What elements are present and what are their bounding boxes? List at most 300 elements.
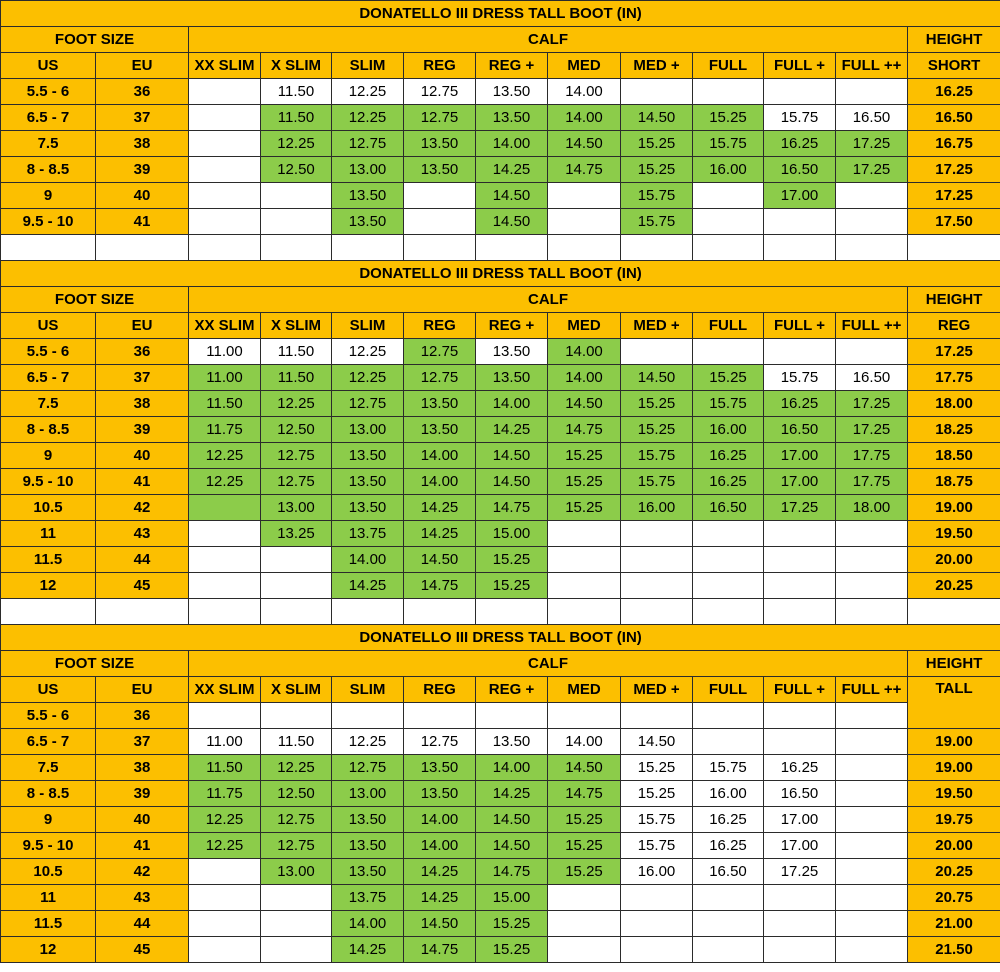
calf-column-header: MED + — [621, 677, 693, 703]
calf-column-header: MED — [548, 677, 621, 703]
spacer-cell — [189, 235, 261, 261]
calf-value-cell: 15.25 — [621, 755, 693, 781]
eu-size-cell: 38 — [96, 391, 189, 417]
calf-value-cell: 11.50 — [261, 339, 332, 365]
calf-value-cell: 15.75 — [621, 209, 693, 235]
calf-value-cell: 16.25 — [693, 469, 764, 495]
calf-value-cell — [548, 911, 621, 937]
us-size-cell: 7.5 — [1, 391, 96, 417]
height-value-cell: 18.75 — [908, 469, 1000, 495]
table-row — [1, 911, 1000, 937]
calf-value-cell: 15.75 — [693, 391, 764, 417]
calf-value-cell: 16.25 — [764, 131, 836, 157]
calf-column-header: XX SLIM — [189, 677, 261, 703]
calf-column-header: REG + — [476, 313, 548, 339]
height-value-cell: 17.50 — [908, 209, 1000, 235]
table-row — [1, 495, 1000, 521]
calf-value-cell — [693, 547, 764, 573]
foot-size-header: FOOT SIZE — [1, 287, 189, 313]
table-row — [1, 755, 1000, 781]
calf-value-cell: 14.00 — [548, 729, 621, 755]
calf-value-cell: 17.25 — [836, 391, 908, 417]
calf-value-cell: 14.25 — [404, 859, 476, 885]
spacer-cell — [189, 599, 261, 625]
eu-size-cell: 45 — [96, 937, 189, 963]
calf-value-cell: 13.00 — [261, 859, 332, 885]
spacer-cell — [908, 235, 1000, 261]
calf-value-cell: 13.00 — [261, 495, 332, 521]
calf-column-header: MED + — [621, 53, 693, 79]
calf-value-cell: 15.25 — [621, 781, 693, 807]
calf-value-cell: 12.75 — [261, 469, 332, 495]
us-size-cell: 6.5 - 7 — [1, 365, 96, 391]
calf-value-cell: 13.50 — [476, 105, 548, 131]
calf-value-cell — [189, 573, 261, 599]
calf-value-cell: 12.50 — [261, 157, 332, 183]
calf-value-cell: 16.25 — [693, 443, 764, 469]
calf-value-cell: 12.75 — [332, 755, 404, 781]
calf-value-cell: 15.25 — [621, 157, 693, 183]
calf-value-cell — [621, 79, 693, 105]
calf-value-cell: 14.50 — [476, 443, 548, 469]
table-row — [1, 391, 1000, 417]
calf-value-cell: 14.25 — [404, 495, 476, 521]
eu-size-cell: 39 — [96, 417, 189, 443]
table-row — [1, 443, 1000, 469]
calf-column-header: MED — [548, 53, 621, 79]
calf-value-cell — [404, 183, 476, 209]
height-value-cell: 19.75 — [908, 807, 1000, 833]
calf-value-cell: 15.75 — [764, 365, 836, 391]
calf-value-cell: 13.50 — [332, 833, 404, 859]
us-size-cell: 7.5 — [1, 131, 96, 157]
calf-value-cell: 14.75 — [404, 573, 476, 599]
calf-value-cell — [621, 547, 693, 573]
calf-value-cell — [836, 521, 908, 547]
height-header: HEIGHT — [908, 651, 1000, 677]
us-size-cell: 9 — [1, 443, 96, 469]
us-size-cell: 10.5 — [1, 495, 96, 521]
calf-value-cell: 16.00 — [621, 859, 693, 885]
calf-value-cell: 16.00 — [693, 781, 764, 807]
group-header-row — [1, 651, 1000, 677]
calf-value-cell — [836, 79, 908, 105]
calf-value-cell: 15.25 — [476, 547, 548, 573]
calf-value-cell: 12.75 — [404, 365, 476, 391]
calf-value-cell — [836, 937, 908, 963]
us-size-cell: 9.5 - 10 — [1, 209, 96, 235]
calf-value-cell: 15.25 — [548, 469, 621, 495]
calf-value-cell — [693, 885, 764, 911]
calf-value-cell: 11.00 — [189, 729, 261, 755]
calf-value-cell: 16.00 — [693, 157, 764, 183]
calf-value-cell: 15.00 — [476, 521, 548, 547]
size-chart-body — [1, 1, 1000, 963]
height-header: HEIGHT — [908, 287, 1000, 313]
spacer-cell — [96, 235, 189, 261]
table-title-row — [1, 261, 1000, 287]
calf-value-cell: 15.25 — [476, 911, 548, 937]
calf-value-cell — [621, 521, 693, 547]
calf-value-cell: 16.25 — [693, 833, 764, 859]
us-header: US — [1, 313, 96, 339]
calf-value-cell: 12.75 — [332, 391, 404, 417]
spacer-cell — [332, 599, 404, 625]
spacer-cell — [476, 235, 548, 261]
us-size-cell: 11 — [1, 885, 96, 911]
table-row — [1, 469, 1000, 495]
column-header-row — [1, 677, 1000, 703]
calf-value-cell — [404, 703, 476, 729]
calf-value-cell — [693, 937, 764, 963]
spacer-cell — [404, 235, 476, 261]
calf-value-cell: 17.00 — [764, 443, 836, 469]
calf-value-cell: 17.00 — [764, 469, 836, 495]
calf-value-cell — [332, 703, 404, 729]
calf-value-cell — [189, 131, 261, 157]
height-value-cell: 17.25 — [908, 157, 1000, 183]
calf-value-cell: 11.50 — [261, 105, 332, 131]
calf-value-cell — [404, 209, 476, 235]
calf-column-header: XX SLIM — [189, 53, 261, 79]
table-row — [1, 547, 1000, 573]
calf-column-header: REG + — [476, 53, 548, 79]
calf-value-cell: 14.00 — [404, 469, 476, 495]
calf-column-header: FULL ++ — [836, 53, 908, 79]
calf-column-header: REG — [404, 53, 476, 79]
calf-value-cell: 14.50 — [548, 755, 621, 781]
calf-value-cell: 12.75 — [404, 339, 476, 365]
calf-value-cell — [764, 547, 836, 573]
calf-value-cell: 14.00 — [404, 833, 476, 859]
eu-size-cell: 37 — [96, 729, 189, 755]
calf-value-cell: 15.25 — [693, 105, 764, 131]
eu-size-cell: 41 — [96, 209, 189, 235]
table-row — [1, 703, 1000, 729]
calf-value-cell: 13.50 — [332, 469, 404, 495]
calf-value-cell: 12.25 — [189, 443, 261, 469]
calf-value-cell — [693, 521, 764, 547]
calf-value-cell: 17.25 — [836, 417, 908, 443]
spacer-cell — [548, 235, 621, 261]
calf-value-cell — [548, 521, 621, 547]
calf-value-cell: 12.25 — [332, 729, 404, 755]
calf-value-cell: 14.00 — [332, 547, 404, 573]
calf-value-cell: 13.50 — [404, 131, 476, 157]
calf-value-cell: 15.25 — [548, 807, 621, 833]
table-row — [1, 833, 1000, 859]
eu-size-cell: 42 — [96, 859, 189, 885]
calf-value-cell: 14.75 — [548, 157, 621, 183]
calf-column-header: SLIM — [332, 313, 404, 339]
height-value-cell: 18.00 — [908, 391, 1000, 417]
calf-value-cell — [261, 547, 332, 573]
calf-value-cell: 14.00 — [476, 391, 548, 417]
calf-value-cell: 13.50 — [476, 79, 548, 105]
calf-value-cell: 12.25 — [332, 365, 404, 391]
table-title: DONATELLO III DRESS TALL BOOT (IN) — [1, 625, 1000, 651]
calf-value-cell: 14.50 — [404, 547, 476, 573]
calf-value-cell: 17.75 — [836, 443, 908, 469]
calf-value-cell — [836, 859, 908, 885]
calf-value-cell: 13.50 — [404, 417, 476, 443]
calf-value-cell — [189, 521, 261, 547]
height-value-cell: 19.50 — [908, 781, 1000, 807]
calf-value-cell: 13.50 — [476, 729, 548, 755]
calf-value-cell: 11.75 — [189, 417, 261, 443]
calf-value-cell — [764, 79, 836, 105]
us-size-cell: 11.5 — [1, 547, 96, 573]
calf-value-cell: 14.00 — [548, 365, 621, 391]
spacer-cell — [1, 599, 96, 625]
us-size-cell: 11 — [1, 521, 96, 547]
calf-value-cell: 12.25 — [261, 131, 332, 157]
height-value-cell: 16.25 — [908, 79, 1000, 105]
calf-value-cell: 16.00 — [621, 495, 693, 521]
table-title-row — [1, 1, 1000, 27]
us-size-cell: 5.5 - 6 — [1, 339, 96, 365]
calf-value-cell: 12.50 — [261, 417, 332, 443]
calf-value-cell — [476, 703, 548, 729]
calf-value-cell: 18.00 — [836, 495, 908, 521]
calf-value-cell — [764, 339, 836, 365]
calf-value-cell — [693, 209, 764, 235]
calf-value-cell: 14.25 — [476, 781, 548, 807]
calf-value-cell: 16.50 — [836, 365, 908, 391]
calf-value-cell: 15.25 — [476, 937, 548, 963]
calf-column-header: REG — [404, 677, 476, 703]
height-value-cell: 21.50 — [908, 937, 1000, 963]
calf-column-header: MED — [548, 313, 621, 339]
calf-value-cell: 11.50 — [189, 755, 261, 781]
calf-header: CALF — [189, 27, 908, 53]
us-size-cell: 12 — [1, 937, 96, 963]
calf-value-cell — [764, 885, 836, 911]
height-value-cell: 20.00 — [908, 547, 1000, 573]
calf-value-cell — [693, 183, 764, 209]
calf-value-cell — [693, 911, 764, 937]
spacer-cell — [908, 599, 1000, 625]
calf-header: CALF — [189, 651, 908, 677]
calf-column-header: FULL ++ — [836, 313, 908, 339]
table-row — [1, 183, 1000, 209]
spacer-cell — [693, 235, 764, 261]
calf-value-cell — [548, 209, 621, 235]
calf-column-header: XX SLIM — [189, 313, 261, 339]
eu-size-cell: 45 — [96, 573, 189, 599]
calf-value-cell: 14.50 — [476, 209, 548, 235]
calf-value-cell: 13.00 — [332, 157, 404, 183]
calf-value-cell — [261, 911, 332, 937]
calf-value-cell: 13.50 — [332, 209, 404, 235]
calf-value-cell: 12.25 — [332, 79, 404, 105]
spacer-cell — [476, 599, 548, 625]
calf-column-header: X SLIM — [261, 53, 332, 79]
calf-value-cell — [764, 521, 836, 547]
calf-column-header: SLIM — [332, 677, 404, 703]
calf-value-cell: 15.75 — [621, 183, 693, 209]
calf-value-cell — [621, 339, 693, 365]
table-spacer-row — [1, 599, 1000, 625]
calf-value-cell: 11.50 — [261, 729, 332, 755]
spacer-cell — [693, 599, 764, 625]
table-row — [1, 157, 1000, 183]
calf-value-cell: 14.25 — [476, 417, 548, 443]
calf-value-cell — [261, 209, 332, 235]
calf-value-cell: 12.75 — [261, 443, 332, 469]
table-row — [1, 573, 1000, 599]
eu-header: EU — [96, 677, 189, 703]
calf-value-cell — [261, 183, 332, 209]
calf-value-cell: 14.75 — [404, 937, 476, 963]
us-size-cell: 9.5 - 10 — [1, 833, 96, 859]
calf-value-cell: 16.25 — [693, 807, 764, 833]
table-row — [1, 729, 1000, 755]
table-title: DONATELLO III DRESS TALL BOOT (IN) — [1, 1, 1000, 27]
calf-value-cell: 13.50 — [404, 391, 476, 417]
height-value-cell: 19.00 — [908, 755, 1000, 781]
calf-value-cell — [764, 573, 836, 599]
us-size-cell: 6.5 - 7 — [1, 729, 96, 755]
calf-value-cell: 14.00 — [476, 755, 548, 781]
calf-value-cell: 14.50 — [404, 911, 476, 937]
calf-value-cell: 17.25 — [764, 495, 836, 521]
height-value-cell: 20.25 — [908, 859, 1000, 885]
column-header-row — [1, 53, 1000, 79]
calf-value-cell — [764, 729, 836, 755]
calf-value-cell: 15.25 — [693, 365, 764, 391]
calf-value-cell: 14.50 — [476, 807, 548, 833]
calf-value-cell: 12.75 — [404, 729, 476, 755]
calf-value-cell — [693, 729, 764, 755]
table-row — [1, 859, 1000, 885]
height-value-cell: 19.00 — [908, 495, 1000, 521]
calf-value-cell — [261, 937, 332, 963]
eu-size-cell: 42 — [96, 495, 189, 521]
calf-value-cell — [764, 703, 836, 729]
calf-value-cell — [189, 547, 261, 573]
table-spacer-row — [1, 235, 1000, 261]
calf-value-cell: 15.75 — [693, 755, 764, 781]
calf-value-cell: 14.75 — [548, 417, 621, 443]
table-row — [1, 807, 1000, 833]
us-header: US — [1, 677, 96, 703]
height-value-cell: 17.25 — [908, 183, 1000, 209]
calf-value-cell: 13.50 — [404, 755, 476, 781]
us-size-cell: 8 - 8.5 — [1, 781, 96, 807]
foot-size-header: FOOT SIZE — [1, 651, 189, 677]
calf-value-cell: 14.00 — [332, 911, 404, 937]
spacer-cell — [261, 235, 332, 261]
calf-value-cell — [836, 547, 908, 573]
calf-value-cell: 12.75 — [404, 79, 476, 105]
calf-value-cell: 14.00 — [404, 443, 476, 469]
calf-column-header: MED + — [621, 313, 693, 339]
calf-value-cell: 13.75 — [332, 885, 404, 911]
height-value-cell: 21.00 — [908, 911, 1000, 937]
height-value-cell: 17.25 — [908, 339, 1000, 365]
calf-value-cell — [548, 183, 621, 209]
height-value-cell: 16.75 — [908, 131, 1000, 157]
calf-value-cell — [836, 729, 908, 755]
calf-value-cell — [836, 703, 908, 729]
calf-value-cell: 12.75 — [261, 833, 332, 859]
calf-value-cell — [836, 755, 908, 781]
calf-value-cell — [836, 833, 908, 859]
calf-value-cell: 15.00 — [476, 885, 548, 911]
calf-value-cell — [693, 703, 764, 729]
calf-value-cell: 16.25 — [764, 391, 836, 417]
calf-value-cell: 14.00 — [476, 131, 548, 157]
calf-value-cell: 14.50 — [476, 833, 548, 859]
height-value-cell: 18.25 — [908, 417, 1000, 443]
calf-column-header: FULL + — [764, 313, 836, 339]
calf-value-cell: 16.00 — [693, 417, 764, 443]
calf-value-cell: 16.50 — [693, 495, 764, 521]
us-size-cell: 5.5 - 6 — [1, 703, 96, 729]
eu-size-cell: 38 — [96, 131, 189, 157]
table-row — [1, 105, 1000, 131]
calf-value-cell: 12.25 — [189, 833, 261, 859]
eu-size-cell: 39 — [96, 781, 189, 807]
height-value-cell: 20.25 — [908, 573, 1000, 599]
calf-value-cell: 15.25 — [548, 495, 621, 521]
calf-value-cell: 14.50 — [621, 105, 693, 131]
calf-value-cell: 15.75 — [764, 105, 836, 131]
calf-value-cell — [836, 183, 908, 209]
calf-value-cell — [189, 937, 261, 963]
column-header-row — [1, 313, 1000, 339]
calf-value-cell: 16.50 — [764, 781, 836, 807]
calf-value-cell — [189, 105, 261, 131]
calf-value-cell: 13.50 — [404, 781, 476, 807]
calf-value-cell: 14.75 — [476, 859, 548, 885]
calf-value-cell: 14.50 — [548, 131, 621, 157]
calf-value-cell — [693, 339, 764, 365]
calf-value-cell — [189, 209, 261, 235]
height-value-cell: 20.00 — [908, 833, 1000, 859]
calf-value-cell: 15.25 — [621, 131, 693, 157]
us-size-cell: 9.5 - 10 — [1, 469, 96, 495]
calf-value-cell — [189, 157, 261, 183]
calf-column-header: FULL — [693, 677, 764, 703]
eu-size-cell: 37 — [96, 105, 189, 131]
calf-column-header: SLIM — [332, 53, 404, 79]
height-value-cell: 16.50 — [908, 105, 1000, 131]
calf-value-cell: 15.25 — [548, 859, 621, 885]
table-row — [1, 79, 1000, 105]
calf-value-cell: 13.50 — [332, 183, 404, 209]
us-size-cell: 9 — [1, 183, 96, 209]
calf-value-cell — [261, 573, 332, 599]
calf-value-cell — [189, 79, 261, 105]
group-header-row — [1, 27, 1000, 53]
table-row — [1, 131, 1000, 157]
table-row — [1, 521, 1000, 547]
calf-value-cell: 13.50 — [332, 495, 404, 521]
calf-value-cell: 15.75 — [621, 469, 693, 495]
height-value-cell: 19.00 — [908, 729, 1000, 755]
calf-value-cell — [261, 703, 332, 729]
calf-value-cell: 13.50 — [476, 339, 548, 365]
us-size-cell: 7.5 — [1, 755, 96, 781]
calf-value-cell: 13.75 — [332, 521, 404, 547]
spacer-cell — [836, 235, 908, 261]
us-size-cell: 9 — [1, 807, 96, 833]
calf-value-cell — [261, 885, 332, 911]
calf-column-header: FULL ++ — [836, 677, 908, 703]
height-value-cell: 17.75 — [908, 365, 1000, 391]
